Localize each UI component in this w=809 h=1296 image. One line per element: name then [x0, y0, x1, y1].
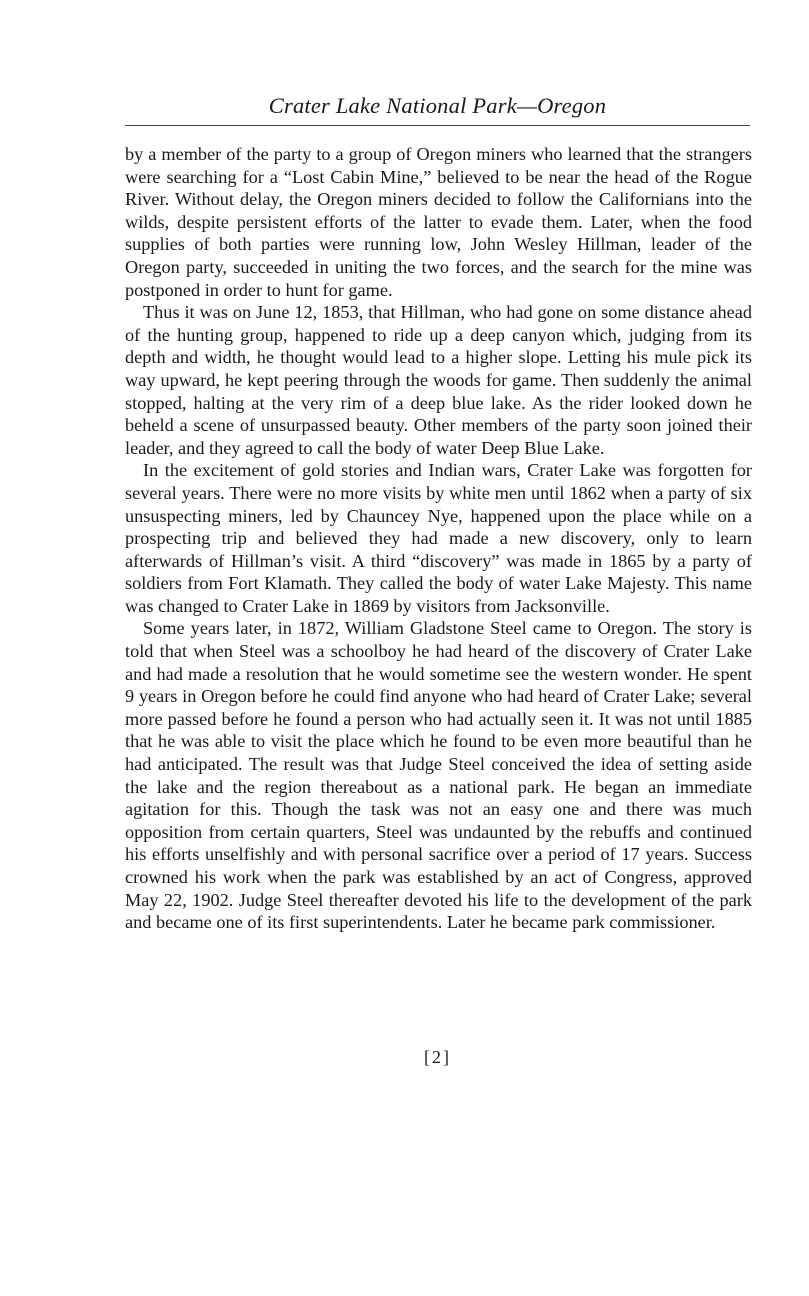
paragraph-4: Some years later, in 1872, William Gladstone Steel came to Oregon. The story is told that when Steel was a schoolboy he had heard of the discovery of Crater Lake and had made a resolution that he would sometime see the western wonder. He spent 9 years in Oregon before he could find anyone who had heard of Crater Lake; several more passed before he found a person who had actually seen it. It was not until 1885 that he was able to visit the place which he found to be even more beautiful than he had anticipated. The result was that Judge Steel conceived the idea of setting aside the lake and the region thereabout as a national park. He began an immediate agitation for this. Though the task was not an easy one and there was much opposition from certain quarters, Steel was undaunted by the rebuffs and continued his efforts unselfishly and with personal sacrifice over a period of 17 years. Success crowned his work when the park was established by an act of Congress, approved May 22, 1902. Judge Steel thereafter devoted his life to the development of the park and became one of its first superintendents. Later he became park commissioner. — [125, 618, 752, 933]
page-number: [2] — [424, 1047, 451, 1067]
paragraph-2: Thus it was on June 12, 1853, that Hillman, who had gone on some distance ahead of the hunting group, happened to ride up a deep canyon which, judging from its depth and width, he thought would lead to a higher slope. Letting his mule pick its way upward, he kept peering through the woods for game. Then suddenly the animal stopped, halting at the very rim of a deep blue lake. As the rider looked down he beheld a scene of unsurpassed beauty. Other members of the party soon joined their leader, and they agreed to call the body of water Deep Blue Lake. — [125, 302, 752, 458]
body-text — [125, 143, 752, 934]
paragraph-1: by a member of the party to a group of Oregon miners who learned that the strangers were searching for a “Lost Cabin Mine,” believed to be near the head of the Rogue River. Without delay, the Oregon miners decided to follow the Californians into the wilds, despite persistent efforts of the latter to evade them. Later, when the food supplies of both parties were running low, John Wesley Hillman, leader of the Oregon party, succeeded in uniting the two forces, and the search for the mine was postponed in order to hunt for game. — [125, 144, 752, 300]
running-head-title: Crater Lake National Park—Oregon — [268, 93, 607, 118]
paragraph-3: In the excitement of gold stories and Indian wars, Crater Lake was forgotten for several years. There were no more visits by white men until 1862 when a party of six unsuspecting miners, led by Chauncey Nye, happened upon the place while on a prospecting trip and believed they had made a new discovery, only to learn afterwards of Hillman’s visit. A third “discovery” was made in 1865 by a party of soldiers from Fort Klamath. They called the body of water Lake Majesty. This name was changed to Crater Lake in 1869 by visitors from Jacksonville. — [125, 460, 752, 616]
header-rule — [125, 125, 750, 126]
